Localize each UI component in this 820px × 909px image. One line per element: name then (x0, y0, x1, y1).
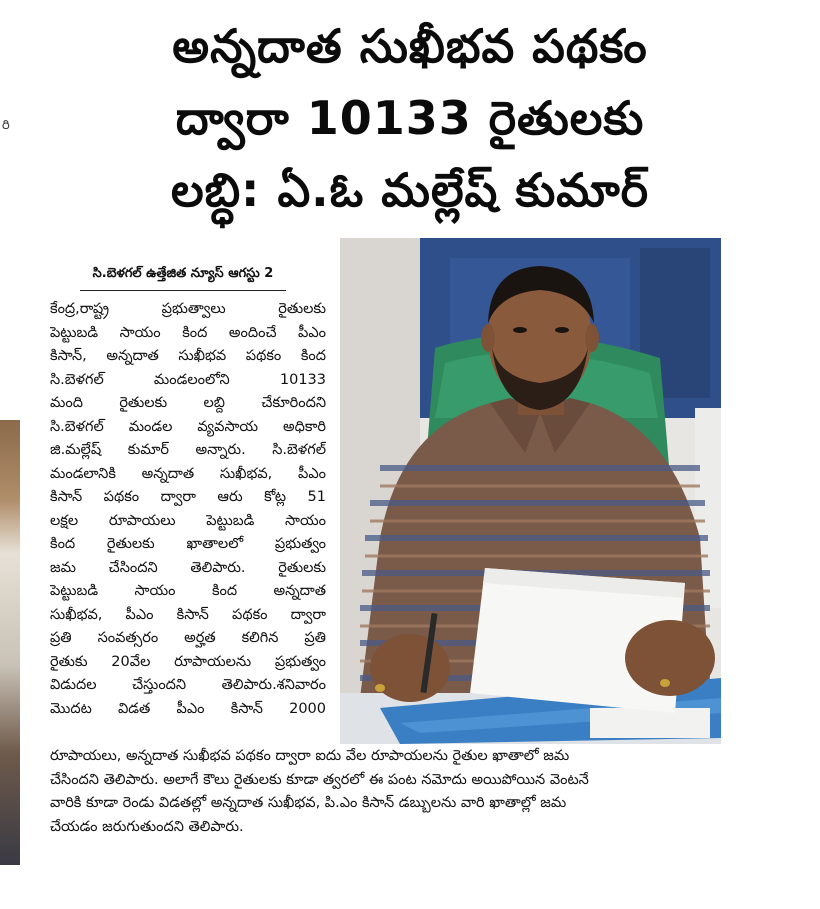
article-line: సి.బెళగల్ మండల వ్యవసాయ అధికారి (50, 418, 326, 435)
article-body-wide (50, 745, 750, 839)
article-line: మండలానికి అన్నదాత సుఖీభవ, పీఎం (50, 465, 326, 482)
article-line: సి.బెళగల్ మండలంలోని 10133 (50, 371, 326, 388)
adjacent-photo-strip (0, 420, 20, 865)
article-line: కిసాన్ పథకం ద్వారా ఆరు కోట్ల 51 (50, 489, 326, 505)
article-line: పెట్టుబడి సాయం కింద అందించే పీఎం (50, 324, 326, 341)
article-line: జి.మల్లేష్ కుమార్ అన్నారు. సి.బెళగల్ (50, 442, 326, 458)
article-line: జమ చేసిందని తెలిపారు. రైతులకు (50, 559, 326, 576)
article-line: ప్రతి సంవత్సరం అర్హత కలిగిన ప్రతి (50, 630, 326, 646)
article-line: రైతుకు 20వేల రూపాయలను ప్రభుత్వం (50, 653, 326, 670)
article-line: కేంద్ర,రాష్ట్ర ప్రభుత్వాలు రైతులకు (50, 301, 326, 317)
headline-line-1: అన్నదాత సుఖీభవ పథకం (172, 19, 648, 73)
headline (60, 10, 760, 226)
article-line: కిసాన్, అన్నదాత సుఖీభవ పథకం కింద (50, 348, 326, 364)
officer-photo-illustration (340, 238, 721, 744)
headline-line-3: లబ్ధి: ఏ.ఓ మల్లేష్ కుమార్ (170, 163, 650, 217)
article-line: విడుదల చేస్తుందని తెలిపారు.శనివారం (50, 677, 326, 693)
article-line: కింద రైతులకు ఖాతాలలో ప్రభుత్వం (50, 536, 326, 552)
officer-photo (340, 238, 721, 744)
article-body-column (50, 298, 326, 721)
article-line: లక్షల రూపాయలు పెట్టుబడి సాయం (50, 512, 326, 529)
article-line: చేసిందని తెలిపారు. అలాగే కౌలు రైతులకు కూడా త్వరలో ఈ పంట నమోదు అయిపోయిన వెంటనే (50, 771, 589, 788)
article-line: చేయడం జరుగుతుందని తెలిపారు. (50, 818, 244, 835)
dateline: సి.బెళగల్ ఉత్తేజిత న్యూస్ ఆగస్టు 2 (92, 266, 274, 281)
article-line: మొదట విడత పీఎం కిసాన్ 2000 (50, 700, 326, 717)
article-line: పెట్టుబడి సాయం కింద అన్నదాత (50, 583, 326, 599)
article-line: మంది రైతులకు లబ్ది చేకూరిందని (50, 395, 326, 411)
article-line: వారికి కూడా రెండు విడతల్లో అన్నదాత సుఖీభవ, పి.ఎం కిసాన్ డబ్బులను వారి ఖాతాల్లో జమ (50, 795, 567, 811)
headline-line-2: ద్వారా 10133 రైతులకు (175, 91, 645, 145)
article-line: రూపాయలు, అన్నదాత సుఖీభవ పథకం ద్వారా ఐదు వేల రూపాయలను రైతుల ఖాతాలో జమ (50, 748, 570, 764)
dateline-rule (80, 290, 286, 291)
margin-mark: రి (2, 118, 10, 133)
article-line: సుఖీభవ, పీఎం కిసాన్ పథకం ద్వారా (50, 606, 326, 623)
